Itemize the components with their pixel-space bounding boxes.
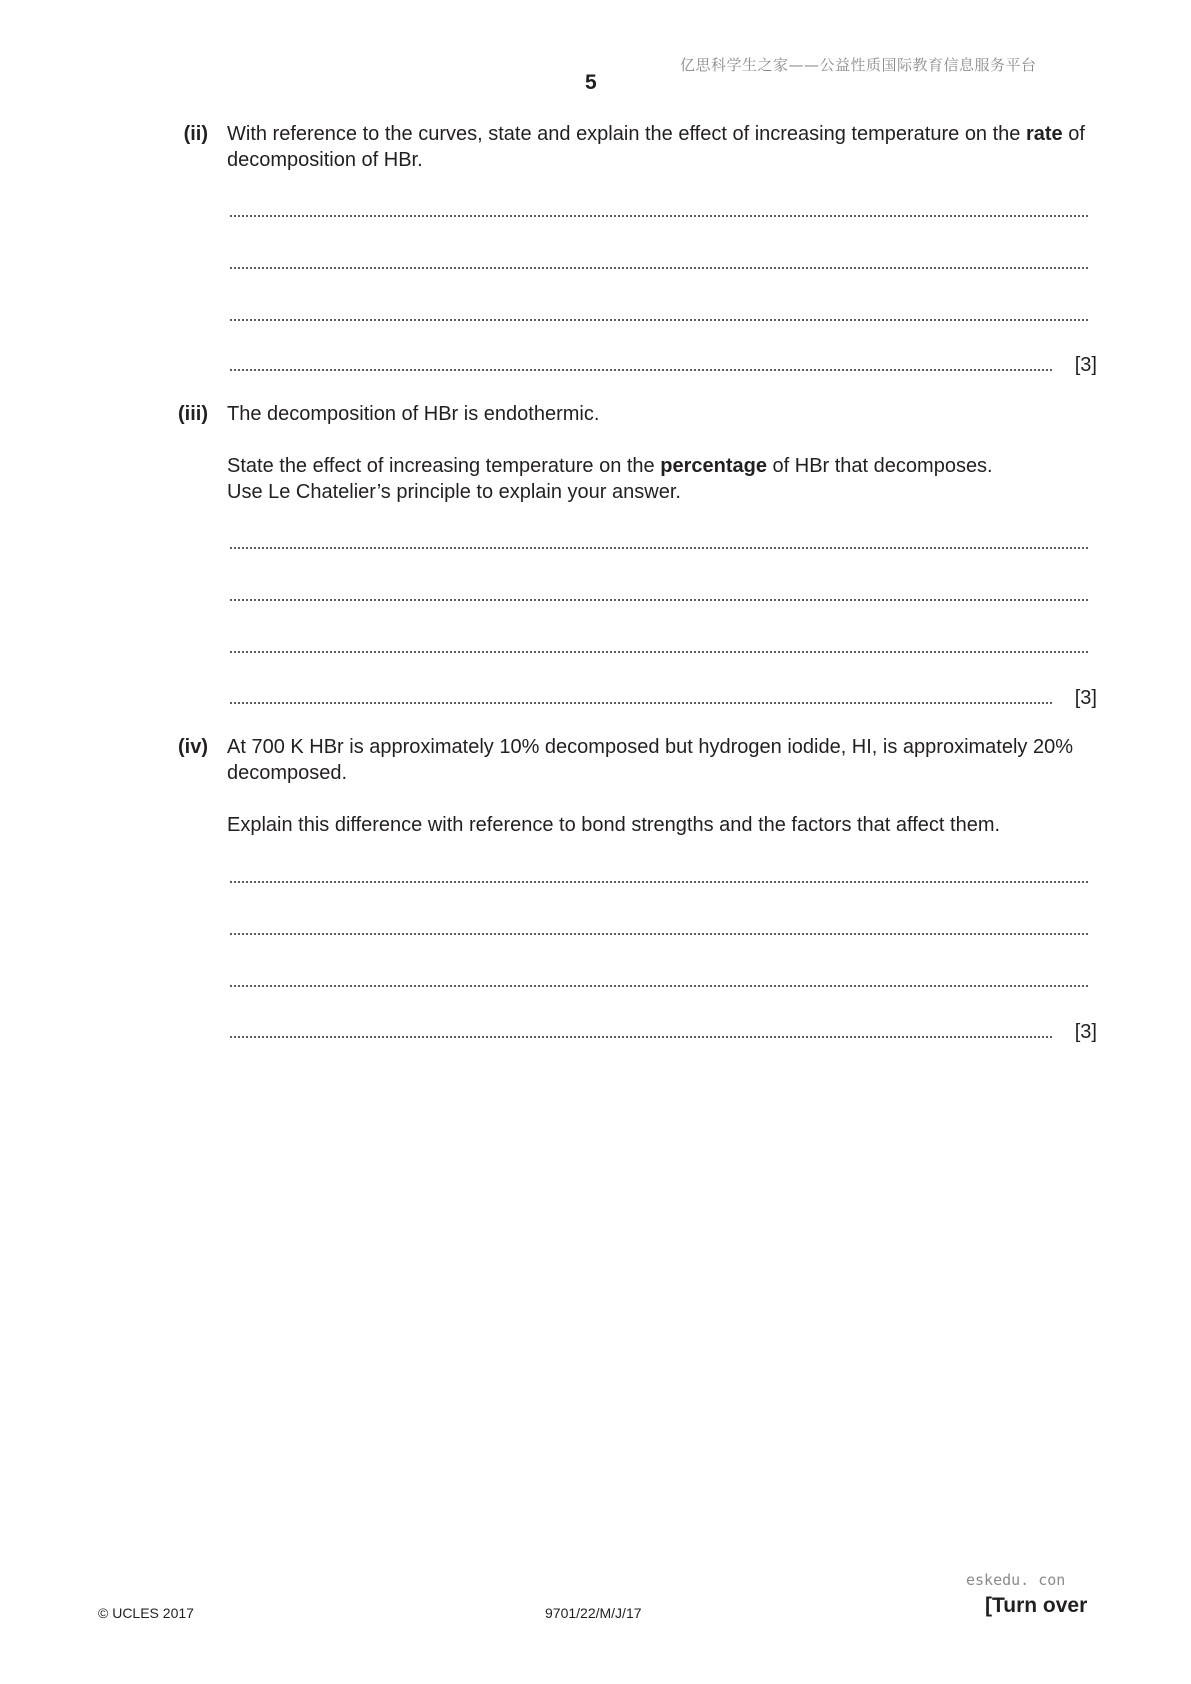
paper-code: 9701/22/M/J/17 [545,1605,642,1621]
copyright: © UCLES 2017 [98,1605,194,1621]
answer-line[interactable] [229,348,1053,372]
part-label-ii: (ii) [183,123,208,145]
part-label-iv: (iv) [178,736,208,758]
header-watermark: 亿思科学生之家——公益性质国际教育信息服务平台 [680,56,1037,74]
question-ii-text-end: of decomposition of HBr. [227,123,1085,171]
answer-line[interactable] [229,630,1089,654]
page-number: 5 [585,71,597,94]
answer-line[interactable] [229,1015,1053,1039]
answer-line[interactable] [229,194,1089,218]
question-ii-bold: rate [1025,123,1063,145]
question-iii-intro: The decomposition of HBr is endothermic. [227,403,600,425]
question-iii-line2: Use Le Chatelier’s principle to explain your answer. [227,481,681,503]
answer-line[interactable] [229,526,1089,550]
answer-line[interactable] [229,681,1053,705]
answer-line[interactable] [229,298,1089,322]
marks-ii: [3] [1074,354,1097,376]
part-label-iii: (iii) [178,403,208,425]
answer-line[interactable] [229,964,1089,988]
question-iii-text-start: State the effect of increasing temperature on the [227,455,661,477]
answer-line[interactable] [229,860,1089,884]
question-iii-text-end: of HBr that decomposes. [766,455,993,477]
answer-line[interactable] [229,912,1089,936]
question-iv-text: Explain this difference with reference to bond strengths and the factors that affect them. [227,814,1001,836]
marks-iv: [3] [1074,1021,1097,1043]
question-iii-bold: percentage [660,455,767,477]
question-ii-text-start: With reference to the curves, state and explain the effect of increasing temperature on the [227,123,1026,145]
question-ii-text [227,121,1097,173]
answer-line[interactable] [229,578,1089,602]
footer-watermark: eskedu. con [966,1571,1066,1589]
question-iii-text [227,453,1097,505]
answer-line[interactable] [229,246,1089,270]
marks-iii: [3] [1074,687,1097,709]
question-iv-intro: At 700 K HBr is approximately 10% decomposed but hydrogen iodide, HI, is approximately 20% decomposed. [227,736,1074,784]
turn-over: [Turn over [985,1594,1088,1617]
